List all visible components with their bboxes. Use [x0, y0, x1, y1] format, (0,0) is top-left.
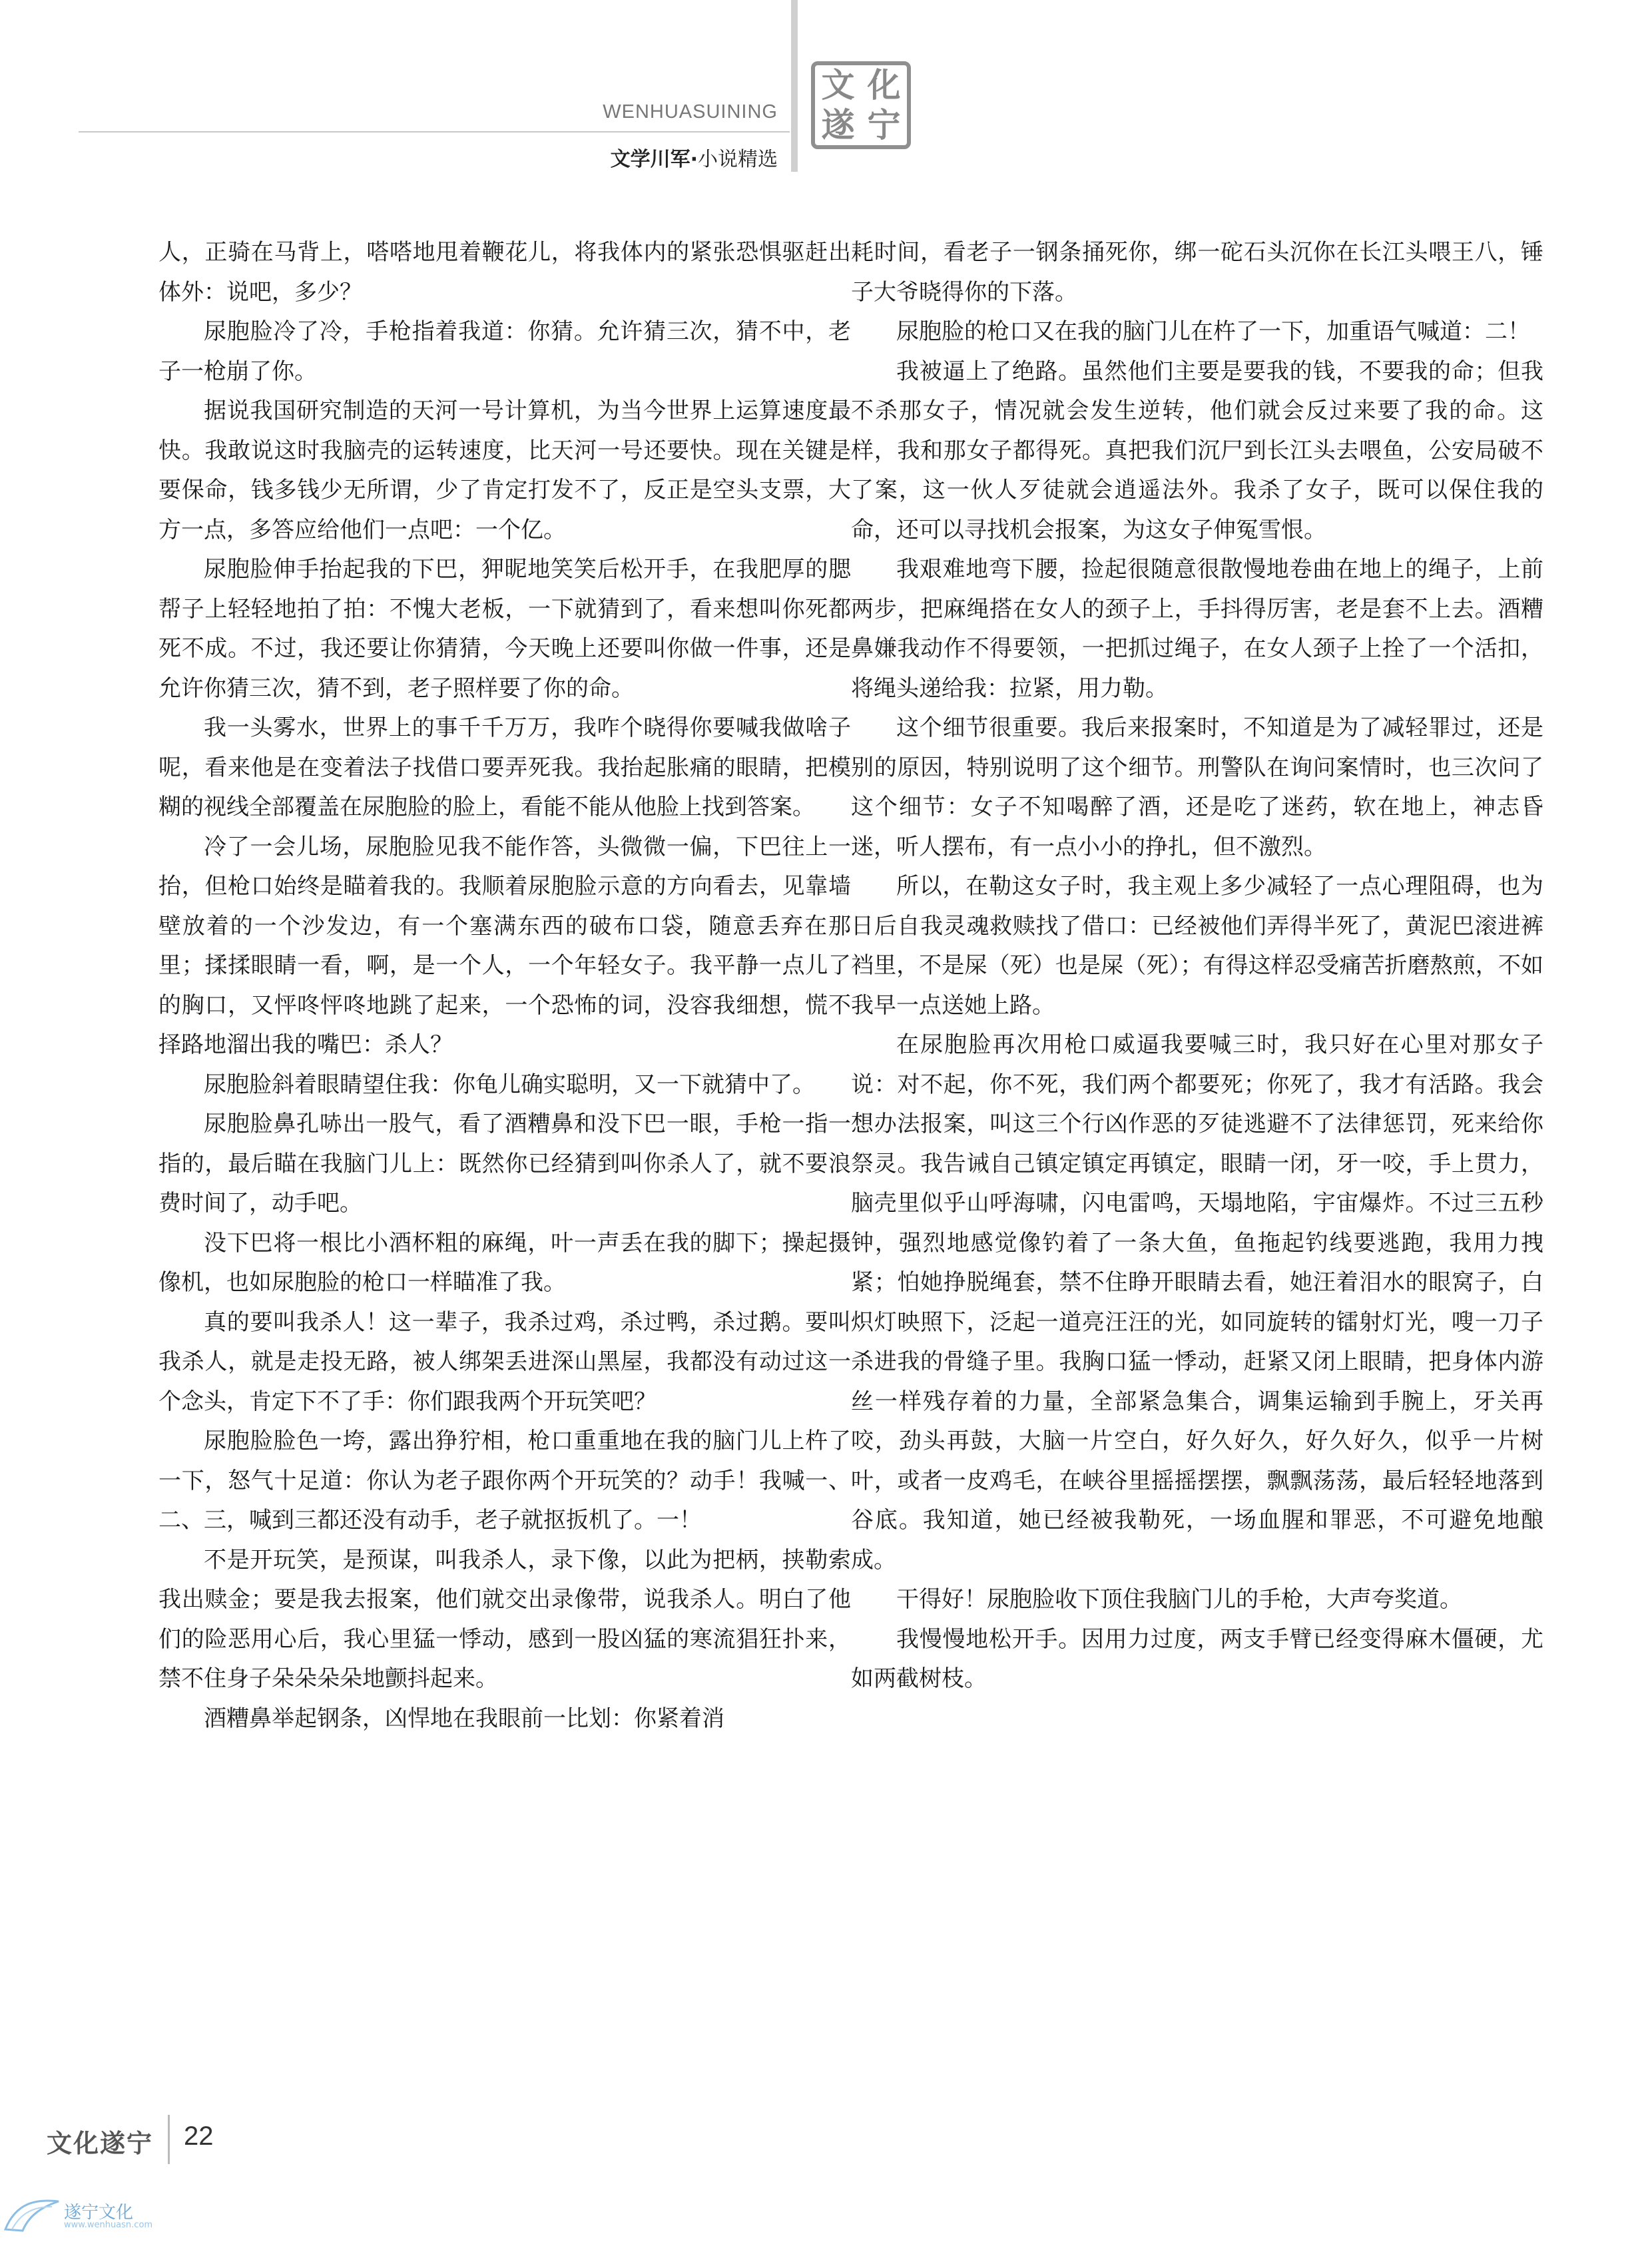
paragraph: 尿胞脸伸手抬起我的下巴，狎昵地笑笑后松开手，在我肥厚的腮帮子上轻轻地拍了拍：不愧大老板，一下就猜到了，看来想叫你死都死不成。不过，我还要让你猜猜，今天晚上还要叫你做一件事，还是允许你猜三次，猜不到，老子照样要了你的命。 — [158, 556, 851, 702]
paragraph: 我慢慢地松开手。因用力过度，两支手臂已经变得麻木僵硬，尤如两截树枝。 — [851, 1625, 1543, 1692]
watermark — [3, 2195, 182, 2237]
paragraph: 干得好！尿胞脸收下顶住我脑门儿的手枪，大声夸奖道。 — [896, 1586, 1462, 1613]
paragraph: 人，正骑在马背上，嗒嗒地甩着鞭花儿，将我体内的紧张恐惧驱赶出体外：说吧，多少？ — [158, 239, 851, 306]
paragraph: 冷了一会儿场，尿胞脸见我不能作答，头微微一偏，下巴往上一抬，但枪口始终是瞄着我的。我顺着尿胞脸示意的方向看去，见靠墙壁放着的一个沙发边，有一个塞满东西的破布口袋，随意丢弃在那里；揉揉眼睛一看，啊，是一个人，一个年轻女子。我平静一点儿了的胸口，又怦咚怦咚地跳了起来，一个恐怖的词，没容我细想，慌不择路地溜出我的嘴巴：杀人？ — [158, 833, 851, 1058]
header-section-title — [611, 142, 778, 172]
watermark-text: 遂宁文化 — [64, 2203, 134, 2223]
paragraph: 所以，在勒这女子时，我主观上多少减轻了一点心理阻碍，也为日后自我灵魂救赎找了借口：已经被他们弄得半死了，黄泥巴滚进裤裆里，不是屎（死）也是屎（死）；有得这样忍受痛苦折磨熬煎，不如我早一点送她上路。 — [851, 873, 1543, 1019]
paragraph: 尿胞脸冷了冷，手枪指着我道：你猜。允许猜三次，猜不中，老子一枪崩了你。 — [158, 318, 851, 385]
paragraph: 尿胞脸的枪口又在我的脑门儿在杵了一下，加重语气喊道：二！ — [896, 318, 1530, 345]
header-separator: · — [690, 148, 698, 171]
paragraph: 尿胞脸脸色一垮，露出狰狞相，枪口重重地在我的脑门儿上杵了一下，怒气十足道：你认为老子跟你两个开玩笑的？动手！我喊一、二、三，喊到三都还没有动手，老子就抠扳机了。一！ — [158, 1428, 851, 1534]
page-number: 22 — [184, 2121, 214, 2151]
footer-logo: 文化遂宁 — [47, 2128, 154, 2158]
paragraph: 尿胞脸斜着眼睛望住我：你龟儿确实聪明，又一下就猜中了。 — [204, 1071, 815, 1098]
magazine-logo-seal — [811, 61, 911, 149]
text-column-right — [851, 233, 1543, 1699]
paragraph: 据说我国研究制造的天河一号计算机，为当今世界上运算速度最快。我敢说这时我脑壳的运转速度，比天河一号还要快。现在关键是要保命，钱多钱少无所谓，少了肯定打发不了，反正是空头支票，大方一点，多答应给他们一点吧：一个亿。 — [158, 398, 851, 543]
paragraph: 我一头雾水，世界上的事千千万万，我咋个晓得你要喊我做啥子呢，看来他是在变着法子找借口要弄死我。我抬起胀痛的眼睛，把模糊的视线全部覆盖在尿胞脸的脸上，看能不能从他脸上找到答案。 — [158, 714, 851, 820]
watermark-url: www.wenhuasn.com — [64, 2220, 153, 2230]
logo-char: 文 — [821, 65, 855, 105]
header-en-title: WENHUASUINING — [603, 101, 778, 123]
paragraph: 尿胞脸鼻孔哧出一股气，看了酒糟鼻和没下巴一眼，手枪一指一指的，最后瞄在我脑门儿上：既然你已经猜到叫你杀人了，就不要浪费时间了，动手吧。 — [158, 1111, 851, 1217]
header-rule — [79, 131, 790, 133]
paragraph: 没下巴将一根比小酒杯粗的麻绳，叶一声丢在我的脚下；操起摄像机，也如尿胞脸的枪口一样瞄准了我。 — [158, 1229, 851, 1296]
logo-char: 宁 — [867, 105, 901, 144]
header-vertical-rule — [791, 0, 798, 172]
paragraph: 真的要叫我杀人！这一辈子，我杀过鸡，杀过鸭，杀过鹅。要叫我杀人，就是走投无路，被人绑架丢进深山黑屋，我都没有动过这一个念头，肯定下不了手：你们跟我两个开玩笑吧？ — [158, 1308, 851, 1415]
header-subsection: 小说精选 — [698, 148, 778, 171]
paragraph: 在尿胞脸再次用枪口威逼我要喊三时，我只好在心里对那女子说：对不起，你不死，我们两个都要死；你死了，我才有活路。我会想办法报案，叫这三个行凶作恶的歹徒逃避不了法律惩罚，死来给你祭灵。我告诫自己镇定镇定再镇定，眼睛一闭，牙一咬，手上贯力，脑壳里似乎山呼海啸，闪电雷鸣，天塌地陷，宇宙爆炸。不过三五秒钟，强烈地感觉像钓着了一条大鱼，鱼拖起钓线要逃跑，我用力拽紧；怕她挣脱绳套，禁不住睁开眼睛去看，她汪着泪水的眼窝子，白炽灯映照下，泛起一道亮汪汪的光，如同旋转的镭射灯光，嗖一刀子杀进我的骨缝子里。我胸口猛一悸动，赶紧又闭上眼睛，把身体内游丝一样残存着的力量，全部紧急集合，调集运输到手腕上，牙关再咬，劲头再鼓，大脑一片空白，好久好久，好久好久，似乎一片树叶，或者一皮鸡毛，在峡谷里摇摇摆摆，飘飘荡荡，最后轻轻地落到谷底。我知道，她已经被我勒死，一场血腥和罪恶，不可避免地酿成。 — [851, 1031, 1543, 1573]
paragraph: 耗时间，看老子一钢条捅死你，绑一砣石头沉你在长江头喂王八，锤子大爷晓得你的下落。 — [851, 239, 1543, 306]
footer-divider — [168, 2115, 170, 2164]
paragraph: 不是开玩笑，是预谋，叫我杀人，录下像，以此为把柄，挟勒索我出赎金；要是我去报案，他们就交出录像带，说我杀人。明白了他们的险恶用心后，我心里猛一悸动，感到一股凶猛的寒流猖狂扑来，禁不住身子朵朵朵朵地颤抖起来。 — [158, 1546, 851, 1692]
logo-char: 遂 — [821, 105, 855, 144]
paragraph: 这个细节很重要。我后来报案时，不知道是为了减轻罪过，还是别的原因，特别说明了这个细节。刑警队在询问案情时，也三次问了这个细节：女子不知喝醉了酒，还是吃了迷药，软在地上，神志昏迷，听人摆布，有一点小小的挣扎，但不激烈。 — [851, 714, 1543, 860]
paragraph: 酒糟鼻举起钢条，凶悍地在我眼前一比划：你紧着消 — [204, 1705, 724, 1732]
watermark-wing-icon — [3, 2196, 61, 2236]
paragraph: 我艰难地弯下腰，捡起很随意很散慢地卷曲在地上的绳子，上前两步，把麻绳搭在女人的颈子上，手抖得厉害，老是套不上去。酒糟鼻嫌我动作不得要领，一把抓过绳子，在女人颈子上拴了一个活扣，将绳头递给我：拉紧，用力勒。 — [851, 556, 1543, 702]
text-column-left — [158, 233, 851, 1739]
header-section: 文学川军 — [610, 148, 690, 171]
paragraph: 我被逼上了绝路。虽然他们主要是要我的钱，不要我的命；但我不杀那女子，情况就会发生逆转，他们就会反过来要了我的命。这样，我和那女子都得死。真把我们沉尸到长江头去喂鱼，公安局破不了案，这一伙人歹徒就会逍遥法外。我杀了女子，既可以保住我的命，还可以寻找机会报案，为这女子伸冤雪恨。 — [851, 358, 1543, 543]
logo-char: 化 — [867, 65, 901, 105]
